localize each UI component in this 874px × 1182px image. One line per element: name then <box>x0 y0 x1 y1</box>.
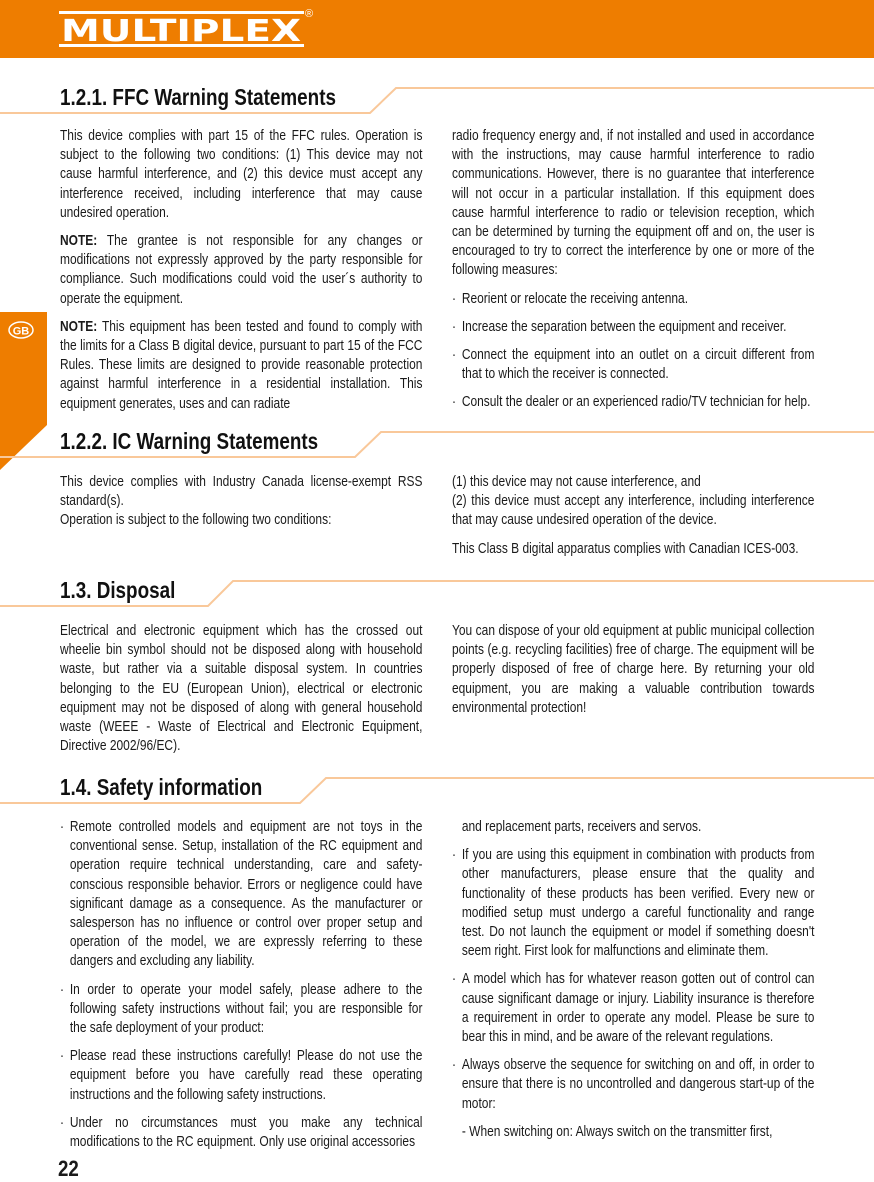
ic-right-column <box>452 473 814 568</box>
paragraph: This device complies with Industry Canada license-exempt RSS standard(s). <box>60 474 423 510</box>
registered-mark: ® <box>305 8 314 20</box>
list-item: · Remote controlled models and equipment are not toys in the conventional sense. Setup, installation of the RC equipment and operation require technical understanding, care and safety-conscious responsible behavior. Errors or negligence could have significant damage as a consequence. As the manufacturer or salesperson has no influence or control over proper setup and operation of the model, we are expressly referring to these dangers and excluding any liability. <box>60 818 422 972</box>
section-title-ffc: 1.2.1. FFC Warning Statements <box>60 84 336 110</box>
svg-text:MULTIPLEX: MULTIPLEX <box>61 14 301 47</box>
safety-list <box>452 846 814 1114</box>
disposal-left-column <box>60 622 422 765</box>
list-item: · Reorient or relocate the receiving antenna. <box>452 290 814 309</box>
ffc-left-column <box>60 127 422 423</box>
section-rule <box>0 430 874 470</box>
safety-left-column <box>60 818 422 1161</box>
section-rule <box>0 776 874 816</box>
safety-right-column <box>452 818 814 1151</box>
sub-item: - When switching on: Always switch on the transmitter first, <box>461 1123 773 1140</box>
section-title-safety: 1.4. Safety information <box>60 774 263 800</box>
paragraph: (1) this device may not cause interference, and <box>452 474 701 490</box>
safety-list <box>60 818 422 1152</box>
paragraph: (2) this device must accept any interference, including interference that may cause undesired operation of the device. <box>452 493 815 529</box>
multiplex-logo <box>59 11 304 47</box>
paragraph: Operation is subject to the following two conditions: <box>60 512 332 529</box>
disposal-right-column <box>452 622 814 727</box>
note-paragraph: NOTE: This equipment has been tested and found to comply with the limits for a Class B digital device, pursuant to part 15 of the FCC Rules. These limits are designed to provide reasonable protection against harmful interference in a residential installation. This equipment generates, uses and can radiate <box>60 318 423 412</box>
list-item: · Consult the dealer or an experienced radio/TV technician for help. <box>452 393 814 412</box>
language-label: GB <box>12 325 30 338</box>
section-title-disposal: 1.3. Disposal <box>60 577 176 603</box>
measures-list <box>452 290 814 413</box>
list-item: · Always observe the sequence for switching on and off, in order to ensure that there is no uncontrolled and dangerous start-up of the motor: <box>452 1056 814 1114</box>
paragraph: and replacement parts, receivers and servos. <box>461 819 702 835</box>
paragraph: This Class B digital apparatus complies with Canadian ICES-003. <box>452 540 799 557</box>
ic-left-column <box>60 473 422 540</box>
list-item: · Connect the equipment into an outlet on a circuit different from that to which the receiver is connected. <box>452 346 814 384</box>
section-rule <box>0 86 874 126</box>
paragraph: You can dispose of your old equipment at public municipal collection points (e.g. recycling facilities) free of charge. The equipment will be properly disposed of free of charge here. By returning your old equipment, you are making a valuable contribution towards environmental protection! <box>452 623 815 716</box>
list-item: · Please read these instructions carefully! Please do not use the equipment before you have carefully read these operating instructions and the following safety instructions. <box>60 1047 422 1105</box>
page-number: 22 <box>58 1156 79 1181</box>
list-item: · Increase the separation between the equipment and receiver. <box>452 318 814 337</box>
note-paragraph: NOTE: The grantee is not responsible for any changes or modifications not expressly approved by the party responsible for compliance. Such modifications could void the user´s authority to operate the equipment. <box>60 233 423 307</box>
list-item: · Under no circumstances must you make any technical modifications to the RC equipment. Only use original accessories <box>60 1114 422 1152</box>
paragraph: radio frequency energy and, if not installed and used in accordance with the instructions, may cause harmful interference to radio communications. However, there is no guarantee that interference will not occur in a particular installation. If this equipment does cause harmful interference to radio or television reception, which can be determined by turning the equipment off and on, the user is encouraged to try to correct the interference by one or more of the following measures: <box>452 128 815 279</box>
paragraph: This device complies with part 15 of the FFC rules. Operation is subject to the following two conditions: (1) This device may not cause harmful interference, and (2) this device must accept any interference received, including interference that may cause undesired operation. <box>60 128 423 221</box>
list-item: · In order to operate your model safely, please adhere to the following safety instructions without fail; you are responsible for the safe deployment of your product: <box>60 981 422 1039</box>
ffc-right-column <box>452 127 814 422</box>
list-item: · A model which has for whatever reason gotten out of control can cause significant damage or injury. Liability insurance is therefore a requirement in order to operate any model. Please be sure to bear this in mind, and be aware of the relevant regulations. <box>452 970 814 1047</box>
section-rule <box>0 579 874 619</box>
list-item: · If you are using this equipment in combination with products from other manufacturers, please ensure that the quality and functionality of these products has been verified. Every new or modified setup must undergo a careful functionality and range test. Do not launch the equipment or model if something doesn't seem right. First look for malfunctions and eliminate them. <box>452 846 814 961</box>
paragraph: Electrical and electronic equipment which has the crossed out wheelie bin symbol should not be disposed along with household waste, but rather via a suitable disposal system. In countries belonging to the EU (European Union), electrical or electronic equipment may not be disposed of along with general household waste (WEEE - Waste of Electrical and Electronic Equipment, Directive 2002/96/EC). <box>60 623 423 755</box>
header-bar <box>0 0 874 58</box>
section-title-ic: 1.2.2. IC Warning Statements <box>60 428 319 454</box>
